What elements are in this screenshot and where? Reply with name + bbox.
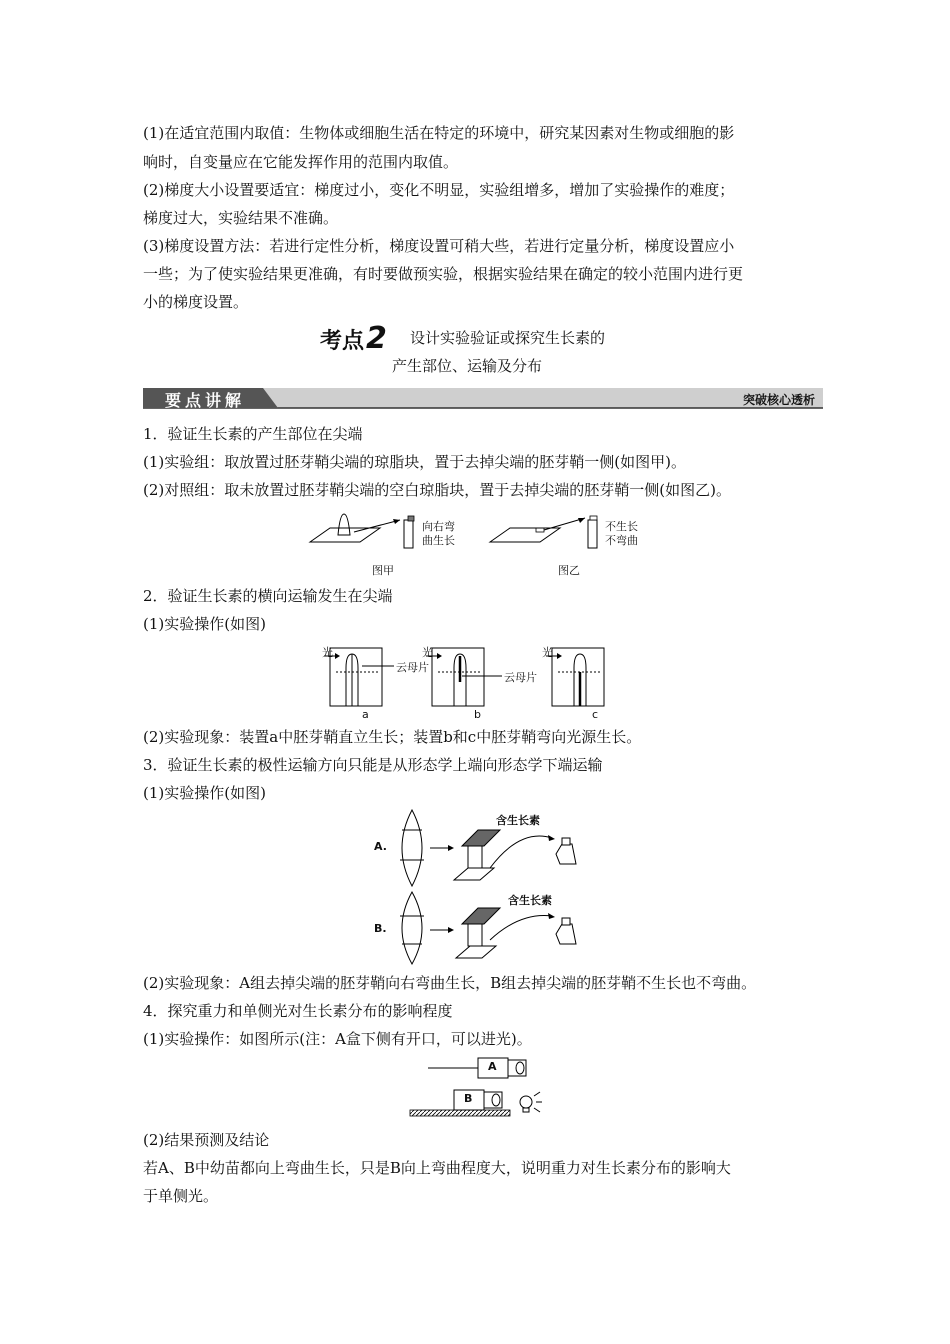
s1-title: 1．验证生长素的产生部位在尖端: [143, 425, 363, 443]
section-heading: [320, 319, 680, 356]
fig-yi-caption: 图乙: [558, 564, 580, 577]
s2-line: (2)实验现象：装置a中胚芽鞘直立生长；装置b和c中胚芽鞘弯向光源生长。: [143, 728, 642, 746]
banner-right-label: 突破核心透析: [742, 393, 815, 407]
figure-polar-transport: [370, 808, 600, 966]
fig-jia-caption: 图甲: [372, 564, 394, 577]
s2-title: 2．验证生长素的横向运输发生在尖端: [143, 587, 393, 605]
section-title-line2: 产生部位、运输及分布: [392, 357, 543, 375]
s4-title: 4．探究重力和单侧光对生长素分布的影响程度: [143, 1002, 453, 1020]
intro-line: (2)梯度大小设置要适宜：梯度过小，变化不明显，实验组增多，增加了实验操作的难度；: [143, 181, 735, 199]
light-label-a: 光: [322, 646, 333, 659]
mica-label-b: 云母片: [504, 671, 537, 684]
intro-line: 一些；为了使实验结果更准确，有时要做预实验，根据实验结果在确定的较小范围内进行更: [143, 265, 744, 283]
figure-gravity-light: [408, 1056, 548, 1122]
s1-line: (2)对照组：取未放置过胚芽鞘尖端的空白琼脂块，置于去掉尖端的胚芽鞘一侧(如图乙)。: [143, 481, 731, 499]
box-label-c: c: [592, 708, 599, 721]
s3-line: (1)实验操作(如图): [143, 784, 266, 802]
group-label-A: A.: [374, 840, 387, 853]
figure-jia-yi: [300, 510, 660, 580]
box-label-A: A: [488, 1060, 497, 1073]
intro-line: (3)梯度设置方法：若进行定性分析，梯度设置可稍大些，若进行定量分析，梯度设置应小: [143, 237, 735, 255]
box-label-b: b: [474, 708, 481, 721]
auxin-label-B: 含生长素: [508, 894, 552, 907]
s4-line: 于单侧光。: [143, 1187, 219, 1205]
s3-title: 3．验证生长素的极性运输方向只能是从形态学上端向形态学下端运输: [143, 756, 603, 774]
fig-jia-result-2: 曲生长: [422, 534, 455, 547]
light-label-c: 光: [542, 646, 553, 659]
banner-left-label: 要点讲解: [165, 391, 246, 410]
intro-line: 响时，自变量应在它能发挥作用的范围内取值。: [143, 153, 459, 171]
figure-mica-experiment: [322, 642, 622, 722]
intro-line: 小的梯度设置。: [143, 293, 249, 311]
s4-line: 若A、B中幼苗都向上弯曲生长，只是B向上弯曲程度大，说明重力对生长素分布的影响大: [143, 1159, 731, 1177]
intro-line: (1)在适宜范围内取值：生物体或细胞生活在特定的环境中，研究某因素对生物或细胞的影: [143, 124, 735, 142]
s3-line: (2)实验现象：A组去掉尖端的胚芽鞘向右弯曲生长，B组去掉尖端的胚芽鞘不生长也不弯曲。: [143, 974, 757, 992]
s2-line: (1)实验操作(如图): [143, 615, 266, 633]
mica-label-a: 云母片: [396, 661, 429, 674]
key-points-banner: [143, 386, 823, 410]
section-title-line1: 设计实验验证或探究生长素的: [410, 329, 606, 347]
s1-line: (1)实验组：取放置过胚芽鞘尖端的琼脂块，置于去掉尖端的胚芽鞘一侧(如图甲)。: [143, 453, 686, 471]
fig-jia-result-1: 向右弯: [422, 520, 455, 533]
auxin-label-A: 含生长素: [496, 814, 540, 827]
group-label-B: B.: [374, 922, 387, 935]
light-label-b: 光: [422, 646, 433, 659]
s4-line: (2)结果预测及结论: [143, 1131, 270, 1149]
box-label-a: a: [362, 708, 369, 721]
s4-line: (1)实验操作：如图所示(注：A盒下侧有开口，可以进光)。: [143, 1030, 532, 1048]
fig-yi-result-1: 不生长: [605, 520, 638, 533]
intro-line: 梯度过大，实验结果不准确。: [143, 209, 339, 227]
fig-yi-result-2: 不弯曲: [605, 534, 638, 547]
box-label-B: B: [464, 1092, 473, 1105]
kaodian-label: 考点2: [320, 321, 387, 356]
